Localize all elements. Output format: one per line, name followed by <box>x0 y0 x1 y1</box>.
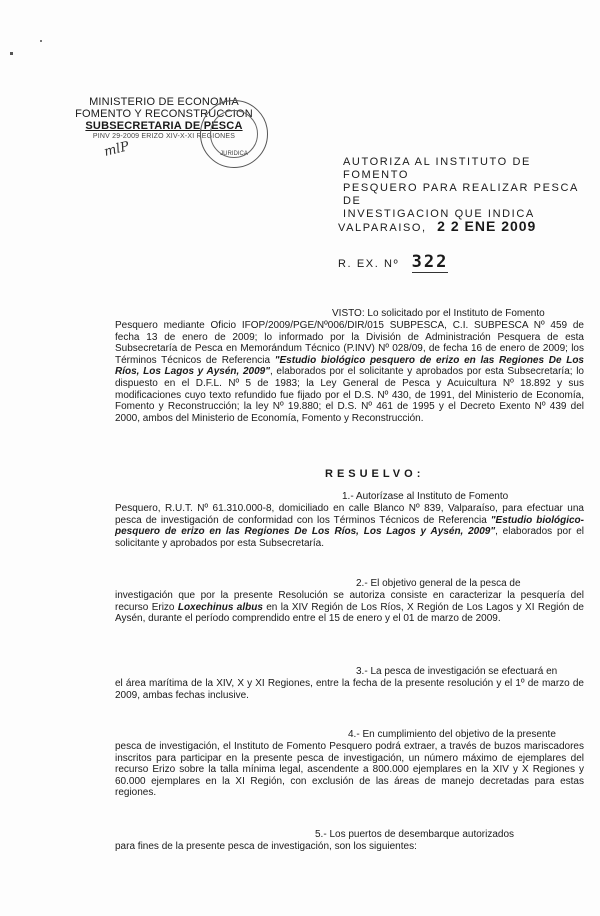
item-1-first-line: 1.- Autorízase al Instituto de Fomento <box>342 491 509 502</box>
item-5-first-line: 5.- Los puertos de desembarque autorizados <box>315 829 515 840</box>
document-title <box>343 156 589 221</box>
item-4-first-line: 4.- En cumplimiento del objetivo de la presente <box>348 729 556 740</box>
stamped-date: 2 2 ENE 2009 <box>437 218 537 234</box>
header-subsecretaria: SUBSECRETARIA DE PESCA <box>85 120 243 132</box>
legal-seal-stamp <box>200 100 268 168</box>
visto-study-title: "Estudio biológico pesquero de erizo en las Regiones De Los Ríos, Los Lagos y Aysén, 2009" <box>115 354 584 378</box>
visto-text-1: Pesquero mediante Oficio IFOP/2009/PGE/Nº006/DIR/015 SUBPESCA, C.I. SUBPESCA Nº 459 de fecha 13 de enero de 2009; lo informado por la División de Administración Pesquera de esta Subsecretaría de Pesca en Memorándum Técnico (P.INV) Nº 028/09, de fecha 16 de enero de 2009; los Términos Técnicos de Referencia <box>115 320 584 366</box>
place-date <box>338 218 536 236</box>
item-1-study-title: "Estudio biológico-pesquero de erizo en las Regiones De Los Ríos, Los Lagos y Aysén, 2009" <box>115 514 584 538</box>
scan-mark <box>10 52 13 55</box>
initials-signature: mlP <box>102 139 131 160</box>
item-5-paragraph: para fines de la presente pesca de investigación, son los siguientes: <box>115 841 417 852</box>
item-1-text-1: Pesquero, R.U.T. Nº 61.310.000-8, domiciliado en calle Blanco Nº 839, Valparaíso, para efectuar una pesca de investigación de conformidad con los Términos Técnicos de Referencia <box>115 503 584 526</box>
title-line-2: PESQUERO PARA REALIZAR PESCA DE <box>343 182 579 207</box>
seal-text: JURIDICA <box>220 151 248 157</box>
resolution-number-line <box>338 252 448 272</box>
item-2-first-line: 2.- El objetivo general de la pesca de <box>356 578 521 589</box>
place-label: VALPARAISO, <box>338 222 427 234</box>
item-4-paragraph: pesca de investigación, el Instituto de Fomento Pesquero podrá extraer, a través de buzos mariscadores inscritos para participar en la presente pesca de investigación, un número máximo de ejemplares del recurso Erizo sobre la talla mínima legal, ascendente a 800.000 ejemplares en la XIV y X Regiones y 60.000 ejemplares en la XI Región, con exclusión de las áreas de manejo decretadas para estas regiones. <box>115 741 584 799</box>
header-ministry-line2: FOMENTO Y RECONSTRUCCION <box>75 108 253 120</box>
visto-paragraph <box>115 320 584 424</box>
visto-text-2: , elaborados por el solicitante y aprobados por esta Subsecretaría; lo dispuesto en el D.F.L. Nº 5 de 1983; la Ley General de Pesca y Acuicultura Nº 18.892 y sus modificaciones cuyo texto refundido fue fijado por el D.S. Nº 430, de 1991, del Ministerio de Economía, Fomento y Reconstrucción; la ley Nº 19.880; el D.S. Nº 461 de 1995 y el Decreto Exento Nº 439 del 2000, ambos del Ministerio de Economía, Fomento y Reconstrucción. <box>115 366 584 424</box>
item-2-species: Loxechinus albus <box>177 601 263 613</box>
header-reference: PINV 29-2009 ERIZO XIV-X-XI REGIONES <box>92 133 236 140</box>
scan-mark <box>40 40 42 42</box>
resolution-label: R. EX. Nº <box>338 258 400 270</box>
item-3-first-line: 3.- La pesca de investigación se efectuará en <box>356 666 558 677</box>
item-3-paragraph: el área marítima de la XIV, X y XI Regiones, entre la fecha de la presente resolución y el 1º de marzo de 2009, ambas fechas inclusive. <box>115 678 584 701</box>
title-line-1: AUTORIZA AL INSTITUTO DE FOMENTO <box>343 156 531 181</box>
title-line-3: INVESTIGACION QUE INDICA <box>343 208 535 220</box>
resolution-number: 322 <box>411 252 449 272</box>
item-2-text-2: en la XIV Región de Los Ríos, X Región de Los Lagos y XI Región de Aysén, durante el período comprendido entre el 15 de enero y el 01 de marzo de 2009. <box>115 601 584 625</box>
item-1-text-2: , elaborados por el solicitante y aprobados por esta Subsecretaría. <box>115 526 584 549</box>
item-2-paragraph <box>115 590 584 625</box>
resuelvo-heading: RESUELVO: <box>325 468 425 480</box>
item-1-paragraph <box>115 503 584 549</box>
item-2-text-1: investigación que por la presente Resolución se autoriza consiste en caracterizar la pesquería del recurso Erizo <box>115 590 584 613</box>
header-ministry: MINISTERIO DE ECONOMIA <box>89 96 239 108</box>
visto-first-line: VISTO: Lo solicitado por el Instituto de Fomento <box>332 308 545 319</box>
